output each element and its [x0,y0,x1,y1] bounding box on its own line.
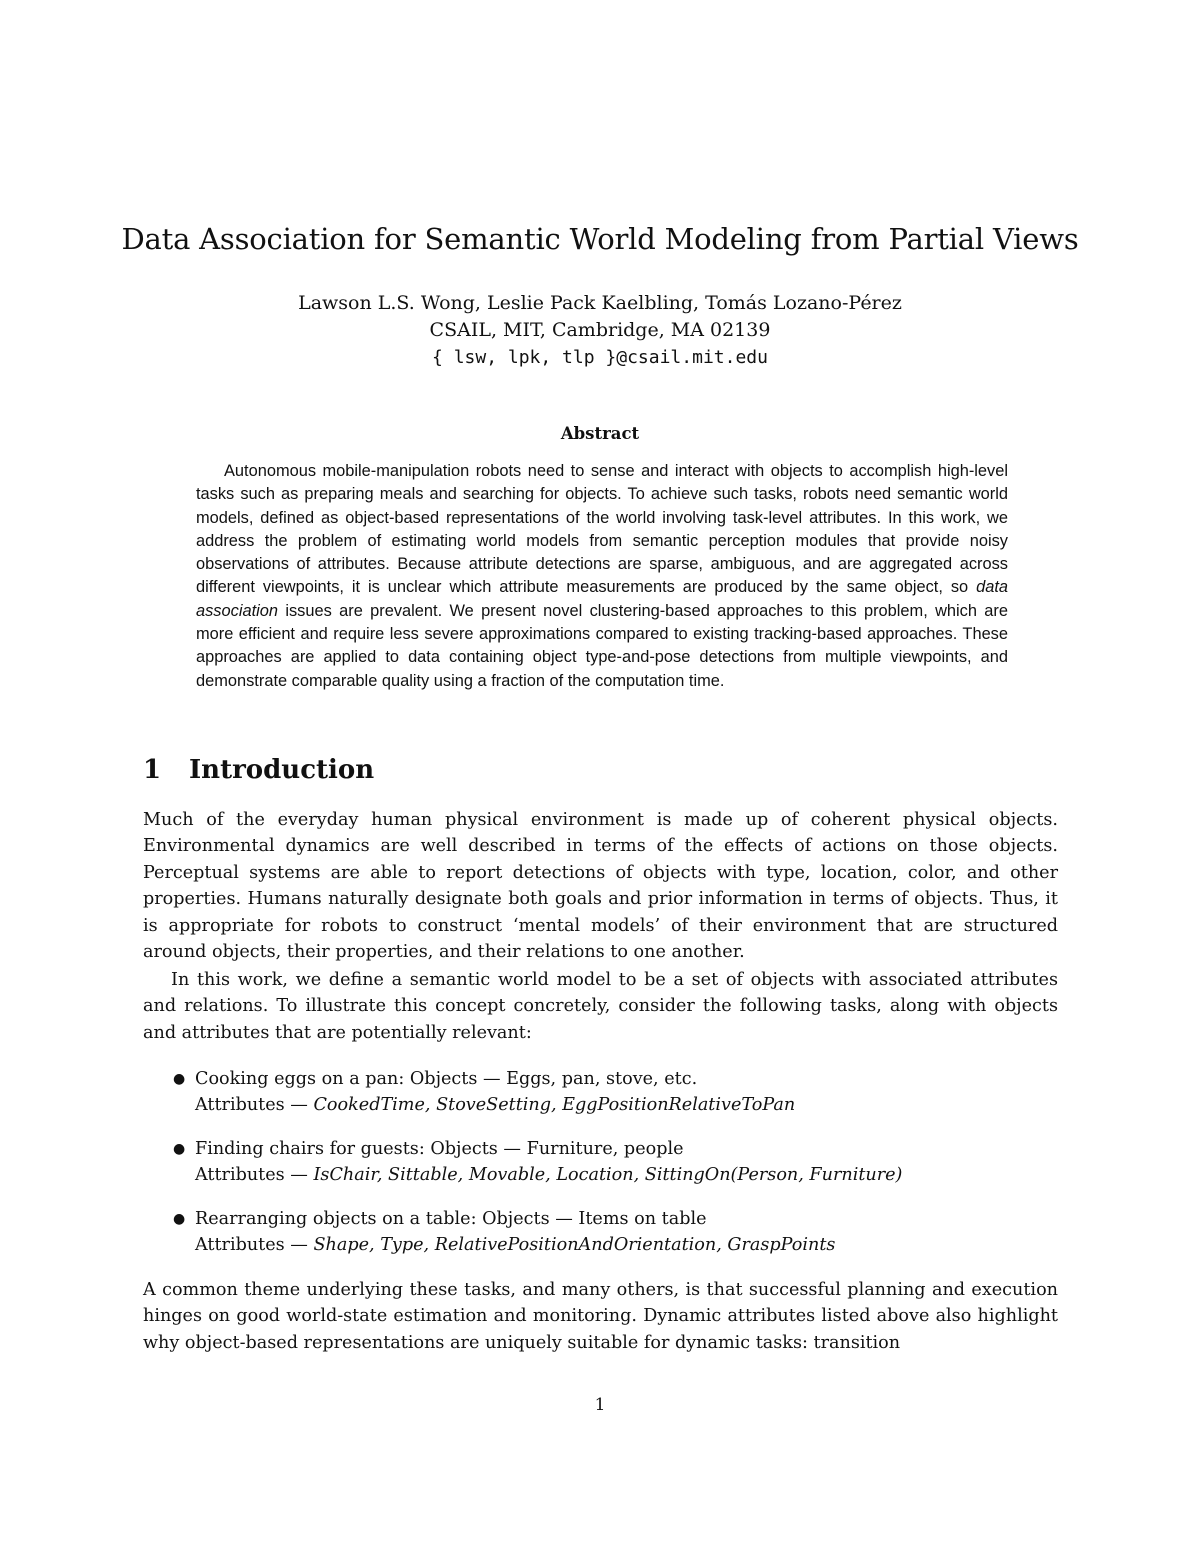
paragraph-text: A common theme underlying these tasks, and many others, is that successful planning and execution hinges on good world-state estimation and monitoring. Dynamic attributes listed above also highlight why object-based representations are uniquely suitable for dynamic tasks: transition [143,1280,1058,1353]
attributes-list: Shape, Type, RelativePositionAndOrientation, GraspPoints [313,1235,836,1256]
page-number: 1 [594,1395,606,1415]
abstract-heading: Abstract [560,424,640,443]
list-item-task: Cooking eggs on a pan: Objects — Eggs, pan, stove, etc. [195,1069,698,1089]
paper-title: Data Association for Semantic World Modeling from Partial Views [121,222,1079,256]
section-number: 1 [143,755,162,785]
author-emails: { lsw, lpk, tlp }@csail.mit.edu [432,347,768,368]
abstract-paragraph [196,460,1008,693]
intro-paragraph-2 [143,967,1058,1046]
author-block [0,290,1200,371]
bullet-icon: ● [173,1071,186,1087]
task-list [173,1066,1058,1275]
list-item-attributes [195,1232,1058,1258]
abstract-text-1: Autonomous mobile-manipulation robots need to sense and interact with objects to accomplish high-level tasks such as preparing meals and searching for objects. To achieve such tasks, robots need semantic world models, defined as object-based representations of the world involving task-level attributes. In this work, we address the problem of estimating world models from semantic perception modules that provide noisy observations of attributes. Because attribute detections are sparse, ambiguous, and are aggregated across different viewpoints, it is unclear which attribute measurements are produced by the same object, so [196,462,1008,597]
section-heading [143,752,374,788]
paragraph-text: Much of the everyday human physical environment is made up of coherent physical objects. Environmental dynamics are well described in terms of the effects of actions on those objects. Perceptual systems are able to report detections of objects with type, location, color, and other properties. Humans naturally designate both goals and prior information in terms of objects. Thus, it is appropriate for robots to construct ‘mental models’ of their environment that are structured around objects, their properties, and their relations to one another. [143,810,1058,963]
attributes-prefix: Attributes — [195,1165,314,1186]
abstract-text-2: issues are prevalent. We present novel clustering-based approaches to this problem, which are more efficient and require less severe approximations compared to existing tracking-based approaches. These approaches are applied to data containing object type-and-pose detections from multiple viewpoints, and demonstrate comparable quality using a fraction of the computation time. [196,601,1008,690]
list-item [173,1206,1058,1259]
abstract-emphasis: data association [196,578,1008,620]
intro-paragraph-1 [143,807,1058,965]
attributes-prefix: Attributes — [195,1235,314,1256]
list-item-attributes [195,1162,1058,1188]
intro-paragraph-3 [143,1277,1058,1356]
list-item [173,1136,1058,1189]
bullet-icon: ● [173,1210,186,1227]
author-names: Lawson L.S. Wong, Leslie Pack Kaelbling, Tomás Lozano-Pérez [298,292,902,314]
bullet-icon: ● [173,1140,186,1157]
author-affiliation: CSAIL, MIT, Cambridge, MA 02139 [429,319,771,341]
paragraph-text: In this work, we define a semantic world model to be a set of objects with associated attributes and relations. To illustrate this concept concretely, consider the following tasks, along with objects and attributes that are potentially relevant: [143,970,1058,1043]
list-item-task: Finding chairs for guests: Objects — Furniture, people [195,1138,684,1159]
abstract-body [196,460,1008,693]
section-title: Introduction [189,755,375,785]
attributes-prefix: Attributes — [195,1095,314,1116]
list-item-task: Rearranging objects on a table: Objects — Items on table [195,1208,707,1229]
list-item [173,1066,1058,1119]
attributes-list: IsChair, Sittable, Movable, Location, SittingOn(Person, Furniture) [313,1165,903,1186]
list-item-attributes [195,1092,1058,1118]
attributes-list: CookedTime, StoveSetting, EggPositionRelativeToPan [313,1095,796,1116]
